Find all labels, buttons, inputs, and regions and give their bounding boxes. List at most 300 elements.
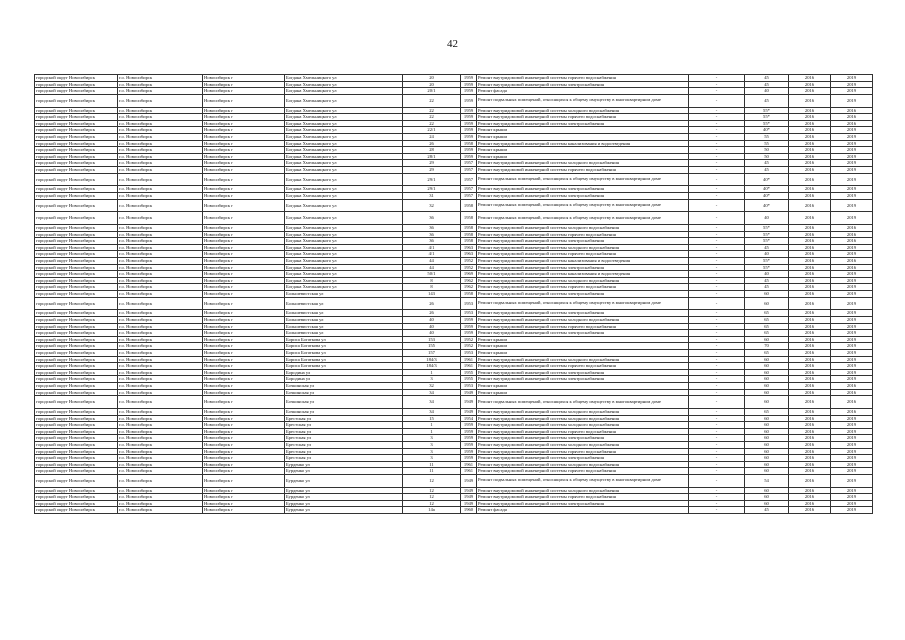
locality-cell: Новосибирск г (203, 81, 285, 88)
year-cell: 1959 (461, 153, 477, 160)
year-cell: 1952 (461, 336, 477, 343)
municipality-cell: городской округ Новосибирск (35, 507, 118, 514)
year-cell: 1954 (461, 415, 477, 422)
table-row (35, 120, 873, 127)
house-cell: 36 (403, 231, 461, 238)
work-type-cell: Ремонт крыши (477, 147, 689, 154)
end-year-cell: 2019 (831, 441, 873, 448)
house-cell: 3 (403, 448, 461, 455)
cost-cell: 40* (745, 173, 789, 186)
street-cell: Бурденко ул (285, 487, 403, 494)
year-cell: 1952 (461, 343, 477, 350)
house-cell: 11 (403, 461, 461, 468)
year-cell: 1959 (461, 448, 477, 455)
house-cell: 22 (403, 107, 461, 114)
cost-cell: 55* (745, 120, 789, 127)
house-cell: 20 (403, 81, 461, 88)
year-cell: 1949 (461, 494, 477, 501)
end-year-cell: 2019 (831, 127, 873, 134)
cost-cell: 60 (745, 461, 789, 468)
house-cell: 12 (403, 500, 461, 507)
work-type-cell: Ремонт крыши (477, 127, 689, 134)
street-cell: Богдана Хмельницкого ул (285, 166, 403, 173)
end-year-cell: 2019 (831, 487, 873, 494)
start-year-cell: 2016 (789, 75, 831, 82)
street-cell: Богдана Хмельницкого ул (285, 133, 403, 140)
start-year-cell: 2016 (789, 382, 831, 389)
street-cell: Богдана Хмельницкого ул (285, 88, 403, 95)
street-cell: Бурденко ул (285, 500, 403, 507)
settlement-cell: г.о. Новосибирск (118, 336, 203, 343)
page-number: 42 (447, 38, 458, 50)
locality-cell: Новосибирск г (203, 389, 285, 396)
cost-cell: 60 (745, 428, 789, 435)
year-cell: 1959 (461, 114, 477, 121)
work-type-cell: Ремонт внутридомовой инженерной системы холодного водоснабжения (477, 317, 689, 324)
settlement-cell: г.о. Новосибирск (118, 408, 203, 415)
municipality-cell: городской округ Новосибирск (35, 75, 118, 82)
empty-cell: - (689, 455, 745, 462)
municipality-cell: городской округ Новосибирск (35, 160, 118, 167)
table-row (35, 382, 873, 389)
end-year-cell: 2019 (831, 251, 873, 258)
work-type-cell: Ремонт внутридомовой инженерной системы горячего водоснабжения (477, 428, 689, 435)
empty-cell: - (689, 369, 745, 376)
start-year-cell: 2016 (789, 251, 831, 258)
municipality-cell: городской округ Новосибирск (35, 487, 118, 494)
settlement-cell: г.о. Новосибирск (118, 94, 203, 107)
empty-cell: - (689, 376, 745, 383)
locality-cell: Новосибирск г (203, 166, 285, 173)
table-row (35, 474, 873, 487)
start-year-cell: 2016 (789, 323, 831, 330)
start-year-cell: 2016 (789, 297, 831, 310)
table-row (35, 88, 873, 95)
end-year-cell: 2019 (831, 291, 873, 298)
end-year-cell: 2016 (831, 114, 873, 121)
street-cell: Богдана Хмельницкого ул (285, 258, 403, 265)
municipality-cell: городской округ Новосибирск (35, 264, 118, 271)
locality-cell: Новосибирск г (203, 448, 285, 455)
locality-cell: Новосибирск г (203, 133, 285, 140)
locality-cell: Новосибирск г (203, 310, 285, 317)
municipality-cell: городской округ Новосибирск (35, 258, 118, 265)
house-cell: 32 (403, 382, 461, 389)
work-type-cell: Ремонт крыши (477, 389, 689, 396)
settlement-cell: г.о. Новосибирск (118, 323, 203, 330)
empty-cell: - (689, 323, 745, 330)
municipality-cell: городской округ Новосибирск (35, 415, 118, 422)
house-cell: 31 (403, 192, 461, 199)
municipality-cell: городской округ Новосибирск (35, 212, 118, 225)
street-cell: Богдана Хмельницкого ул (285, 192, 403, 199)
work-type-cell: Ремонт подвальных помещений, относящихся к общему имуществу в многоквартирном доме (477, 94, 689, 107)
start-year-cell: 2016 (789, 88, 831, 95)
start-year-cell: 2016 (789, 441, 831, 448)
table-row (35, 81, 873, 88)
empty-cell: - (689, 186, 745, 193)
house-cell: 34 (403, 389, 461, 396)
table-row (35, 75, 873, 82)
street-cell: Богдана Хмельницкого ул (285, 264, 403, 271)
year-cell: 1961 (461, 461, 477, 468)
year-cell: 1958 (461, 140, 477, 147)
cost-cell: 60 (745, 336, 789, 343)
table-row (35, 389, 873, 396)
house-cell: 40 (403, 317, 461, 324)
settlement-cell: г.о. Новосибирск (118, 330, 203, 337)
start-year-cell: 2016 (789, 160, 831, 167)
start-year-cell: 2016 (789, 127, 831, 134)
end-year-cell: 2016 (831, 264, 873, 271)
empty-cell: - (689, 238, 745, 245)
cost-cell: 70 (745, 343, 789, 350)
start-year-cell: 2016 (789, 94, 831, 107)
municipality-cell: городской округ Новосибирск (35, 133, 118, 140)
empty-cell: - (689, 160, 745, 167)
locality-cell: Новосибирск г (203, 244, 285, 251)
cost-cell: 65 (745, 408, 789, 415)
municipality-cell: городской округ Новосибирск (35, 468, 118, 475)
locality-cell: Новосибирск г (203, 264, 285, 271)
empty-cell: - (689, 363, 745, 370)
cost-cell: 55* (745, 258, 789, 265)
end-year-cell: 2019 (831, 455, 873, 462)
end-year-cell: 2019 (831, 244, 873, 251)
table-row (35, 258, 873, 265)
street-cell: Бурденко ул (285, 507, 403, 514)
table-row (35, 140, 873, 147)
work-type-cell: Ремонт внутридомовой инженерной системы горячего водоснабжения (477, 363, 689, 370)
work-type-cell: Ремонт внутридомовой инженерной системы канализования и водоотведения (477, 258, 689, 265)
street-cell: Брестская ул (285, 455, 403, 462)
year-cell: 1959 (461, 120, 477, 127)
house-cell: 12 (403, 494, 461, 501)
end-year-cell: 2019 (831, 376, 873, 383)
house-cell: 11 (403, 468, 461, 475)
work-type-cell: Ремонт внутридомовой инженерной системы канализования и водоотведения (477, 140, 689, 147)
settlement-cell: г.о. Новосибирск (118, 441, 203, 448)
table-row (35, 127, 873, 134)
table-row (35, 212, 873, 225)
work-type-cell: Ремонт крыши (477, 349, 689, 356)
locality-cell: Новосибирск г (203, 408, 285, 415)
end-year-cell: 2019 (831, 317, 873, 324)
start-year-cell: 2016 (789, 336, 831, 343)
work-type-cell: Ремонт внутридомовой инженерной системы электроснабжения (477, 369, 689, 376)
locality-cell: Новосибирск г (203, 192, 285, 199)
end-year-cell: 2019 (831, 422, 873, 429)
end-year-cell: 2019 (831, 415, 873, 422)
cost-cell: 60 (745, 291, 789, 298)
year-cell: 1953 (461, 297, 477, 310)
work-type-cell: Ремонт внутридомовой инженерной системы электроснабжения (477, 455, 689, 462)
locality-cell: Новосибирск г (203, 349, 285, 356)
house-cell: 22 (403, 114, 461, 121)
cost-cell: 40 (745, 88, 789, 95)
house-cell: 22 (403, 94, 461, 107)
settlement-cell: г.о. Новосибирск (118, 231, 203, 238)
cost-cell: 60 (745, 363, 789, 370)
street-cell: Богдана Хмельницкого ул (285, 147, 403, 154)
settlement-cell: г.о. Новосибирск (118, 153, 203, 160)
cost-cell: 60 (745, 422, 789, 429)
house-cell: 50/1 (403, 271, 461, 278)
street-cell: Богдана Хмельницкого ул (285, 140, 403, 147)
empty-cell: - (689, 147, 745, 154)
work-type-cell: Ремонт внутридомовой инженерной системы горячего водоснабжения (477, 284, 689, 291)
start-year-cell: 2016 (789, 428, 831, 435)
street-cell: Бородина ул (285, 369, 403, 376)
start-year-cell: 2016 (789, 271, 831, 278)
year-cell: 1958 (461, 212, 477, 225)
street-cell: Богдана Хмельницкого ул (285, 186, 403, 193)
empty-cell: - (689, 284, 745, 291)
table-row (35, 153, 873, 160)
street-cell: Брестская ул (285, 435, 403, 442)
end-year-cell: 2019 (831, 186, 873, 193)
year-cell: 1957 (461, 192, 477, 199)
start-year-cell: 2016 (789, 461, 831, 468)
start-year-cell: 2016 (789, 186, 831, 193)
table-row (35, 369, 873, 376)
empty-cell: - (689, 173, 745, 186)
settlement-cell: г.о. Новосибирск (118, 173, 203, 186)
cost-cell: 45 (745, 277, 789, 284)
street-cell: Богдана Хмельницкого ул (285, 225, 403, 232)
start-year-cell: 2016 (789, 199, 831, 212)
work-type-cell: Ремонт внутридомовой инженерной системы холодного водоснабжения (477, 107, 689, 114)
start-year-cell: 2016 (789, 133, 831, 140)
cost-cell: 55* (745, 264, 789, 271)
street-cell: Большевистская ул (285, 330, 403, 337)
cost-cell: 40* (745, 199, 789, 212)
empty-cell: - (689, 461, 745, 468)
cost-cell: 40 (745, 271, 789, 278)
locality-cell: Новосибирск г (203, 507, 285, 514)
start-year-cell: 2016 (789, 284, 831, 291)
table-row (35, 376, 873, 383)
street-cell: Бочкинская ул (285, 408, 403, 415)
settlement-cell: г.о. Новосибирск (118, 225, 203, 232)
work-type-cell: Ремонт фасада (477, 507, 689, 514)
locality-cell: Новосибирск г (203, 186, 285, 193)
start-year-cell: 2016 (789, 376, 831, 383)
end-year-cell: 2019 (831, 310, 873, 317)
end-year-cell: 2016 (831, 231, 873, 238)
end-year-cell: 2016 (831, 120, 873, 127)
street-cell: Богдана Хмельницкого ул (285, 238, 403, 245)
cost-cell: 40 (745, 212, 789, 225)
year-cell: 1952 (461, 264, 477, 271)
locality-cell: Новосибирск г (203, 140, 285, 147)
empty-cell: - (689, 396, 745, 409)
empty-cell: - (689, 251, 745, 258)
start-year-cell: 2016 (789, 192, 831, 199)
end-year-cell: 2019 (831, 173, 873, 186)
street-cell: Богдана Хмельницкого ул (285, 244, 403, 251)
settlement-cell: г.о. Новосибирск (118, 244, 203, 251)
locality-cell: Новосибирск г (203, 75, 285, 82)
cost-cell: 60 (745, 356, 789, 363)
locality-cell: Новосибирск г (203, 422, 285, 429)
empty-cell: - (689, 487, 745, 494)
locality-cell: Новосибирск г (203, 369, 285, 376)
table-row (35, 343, 873, 350)
table-row (35, 251, 873, 258)
street-cell: Богдана Хмельницкого ул (285, 173, 403, 186)
table-row (35, 461, 873, 468)
settlement-cell: г.о. Новосибирск (118, 297, 203, 310)
street-cell: Богдана Хмельницкого ул (285, 94, 403, 107)
cost-cell: 65 (745, 317, 789, 324)
house-cell: 29 (403, 160, 461, 167)
empty-cell: - (689, 244, 745, 251)
house-cell: 40 (403, 330, 461, 337)
locality-cell: Новосибирск г (203, 363, 285, 370)
table-row (35, 435, 873, 442)
start-year-cell: 2016 (789, 363, 831, 370)
street-cell: Бочкинская ул (285, 389, 403, 396)
end-year-cell: 2019 (831, 199, 873, 212)
municipality-cell: городской округ Новосибирск (35, 277, 118, 284)
year-cell: 1959 (461, 88, 477, 95)
municipality-cell: городской округ Новосибирск (35, 396, 118, 409)
house-cell: 157 (403, 349, 461, 356)
year-cell: 1963 (461, 251, 477, 258)
year-cell: 1958 (461, 291, 477, 298)
locality-cell: Новосибирск г (203, 238, 285, 245)
end-year-cell: 2019 (831, 428, 873, 435)
end-year-cell: 2019 (831, 75, 873, 82)
street-cell: Большевистская ул (285, 323, 403, 330)
settlement-cell: г.о. Новосибирск (118, 461, 203, 468)
end-year-cell: 2019 (831, 435, 873, 442)
municipality-cell: городской округ Новосибирск (35, 356, 118, 363)
street-cell: Богдана Хмельницкого ул (285, 284, 403, 291)
table-row (35, 94, 873, 107)
house-cell: 12 (403, 487, 461, 494)
empty-cell: - (689, 441, 745, 448)
work-type-cell: Ремонт внутридомовой инженерной системы канализования и водоотведения (477, 271, 689, 278)
house-cell: 28/1 (403, 153, 461, 160)
settlement-cell: г.о. Новосибирск (118, 487, 203, 494)
cost-cell: 55* (745, 107, 789, 114)
cost-cell: 50 (745, 153, 789, 160)
year-cell: 1959 (461, 75, 477, 82)
end-year-cell: 2019 (831, 349, 873, 356)
locality-cell: Новосибирск г (203, 251, 285, 258)
locality-cell: Новосибирск г (203, 330, 285, 337)
table-row (35, 238, 873, 245)
empty-cell: - (689, 133, 745, 140)
start-year-cell: 2016 (789, 258, 831, 265)
house-cell: 29/1 (403, 173, 461, 186)
year-cell: 1953 (461, 310, 477, 317)
empty-cell: - (689, 120, 745, 127)
house-cell: 34 (403, 396, 461, 409)
street-cell: Большевистская ул (285, 317, 403, 324)
locality-cell: Новосибирск г (203, 231, 285, 238)
empty-cell: - (689, 88, 745, 95)
municipality-cell: городской округ Новосибирск (35, 192, 118, 199)
street-cell: Брестская ул (285, 422, 403, 429)
empty-cell: - (689, 258, 745, 265)
empty-cell: - (689, 75, 745, 82)
end-year-cell: 2019 (831, 212, 873, 225)
empty-cell: - (689, 507, 745, 514)
settlement-cell: г.о. Новосибирск (118, 474, 203, 487)
house-cell: 26 (403, 297, 461, 310)
empty-cell: - (689, 415, 745, 422)
cost-cell: 65 (745, 349, 789, 356)
start-year-cell: 2016 (789, 212, 831, 225)
year-cell: 1957 (461, 166, 477, 173)
cost-cell: 45 (745, 244, 789, 251)
empty-cell: - (689, 94, 745, 107)
cost-cell: 60 (745, 494, 789, 501)
year-cell: 1961 (461, 356, 477, 363)
table-row (35, 500, 873, 507)
start-year-cell: 2016 (789, 468, 831, 475)
start-year-cell: 2016 (789, 369, 831, 376)
year-cell: 1963 (461, 244, 477, 251)
municipality-cell: городской округ Новосибирск (35, 382, 118, 389)
work-type-cell: Ремонт внутридомовой инженерной системы электроснабжения (477, 435, 689, 442)
start-year-cell: 2016 (789, 173, 831, 186)
settlement-cell: г.о. Новосибирск (118, 389, 203, 396)
settlement-cell: г.о. Новосибирск (118, 428, 203, 435)
locality-cell: Новосибирск г (203, 428, 285, 435)
empty-cell: - (689, 127, 745, 134)
street-cell: Бурденко ул (285, 461, 403, 468)
street-cell: Большевистская ул (285, 291, 403, 298)
house-cell: 184/3 (403, 363, 461, 370)
year-cell: 1949 (461, 408, 477, 415)
cost-cell: 45 (745, 81, 789, 88)
work-type-cell: Ремонт внутридомовой инженерной системы горячего водоснабжения (477, 75, 689, 82)
locality-cell: Новосибирск г (203, 160, 285, 167)
municipality-cell: городской округ Новосибирск (35, 323, 118, 330)
end-year-cell: 2019 (831, 500, 873, 507)
work-type-cell: Ремонт крыши (477, 343, 689, 350)
empty-cell: - (689, 356, 745, 363)
year-cell: 1952 (461, 258, 477, 265)
start-year-cell: 2016 (789, 107, 831, 114)
table-row (35, 277, 873, 284)
municipality-cell: городской округ Новосибирск (35, 336, 118, 343)
empty-cell: - (689, 494, 745, 501)
cost-cell: 40* (745, 192, 789, 199)
settlement-cell: г.о. Новосибирск (118, 133, 203, 140)
start-year-cell: 2016 (789, 120, 831, 127)
street-cell: Богдана Хмельницкого ул (285, 114, 403, 121)
empty-cell: - (689, 422, 745, 429)
cost-cell: 60 (745, 500, 789, 507)
start-year-cell: 2016 (789, 114, 831, 121)
year-cell: 1962 (461, 277, 477, 284)
street-cell: Богдана Хмельницкого ул (285, 277, 403, 284)
cost-cell: 45 (745, 160, 789, 167)
empty-cell: - (689, 317, 745, 324)
year-cell: 1961 (461, 363, 477, 370)
settlement-cell: г.о. Новосибирск (118, 468, 203, 475)
house-cell: 8 (403, 284, 461, 291)
municipality-cell: городской округ Новосибирск (35, 107, 118, 114)
municipality-cell: городской округ Новосибирск (35, 173, 118, 186)
municipality-cell: городской округ Новосибирск (35, 408, 118, 415)
cost-cell: 60 (745, 468, 789, 475)
